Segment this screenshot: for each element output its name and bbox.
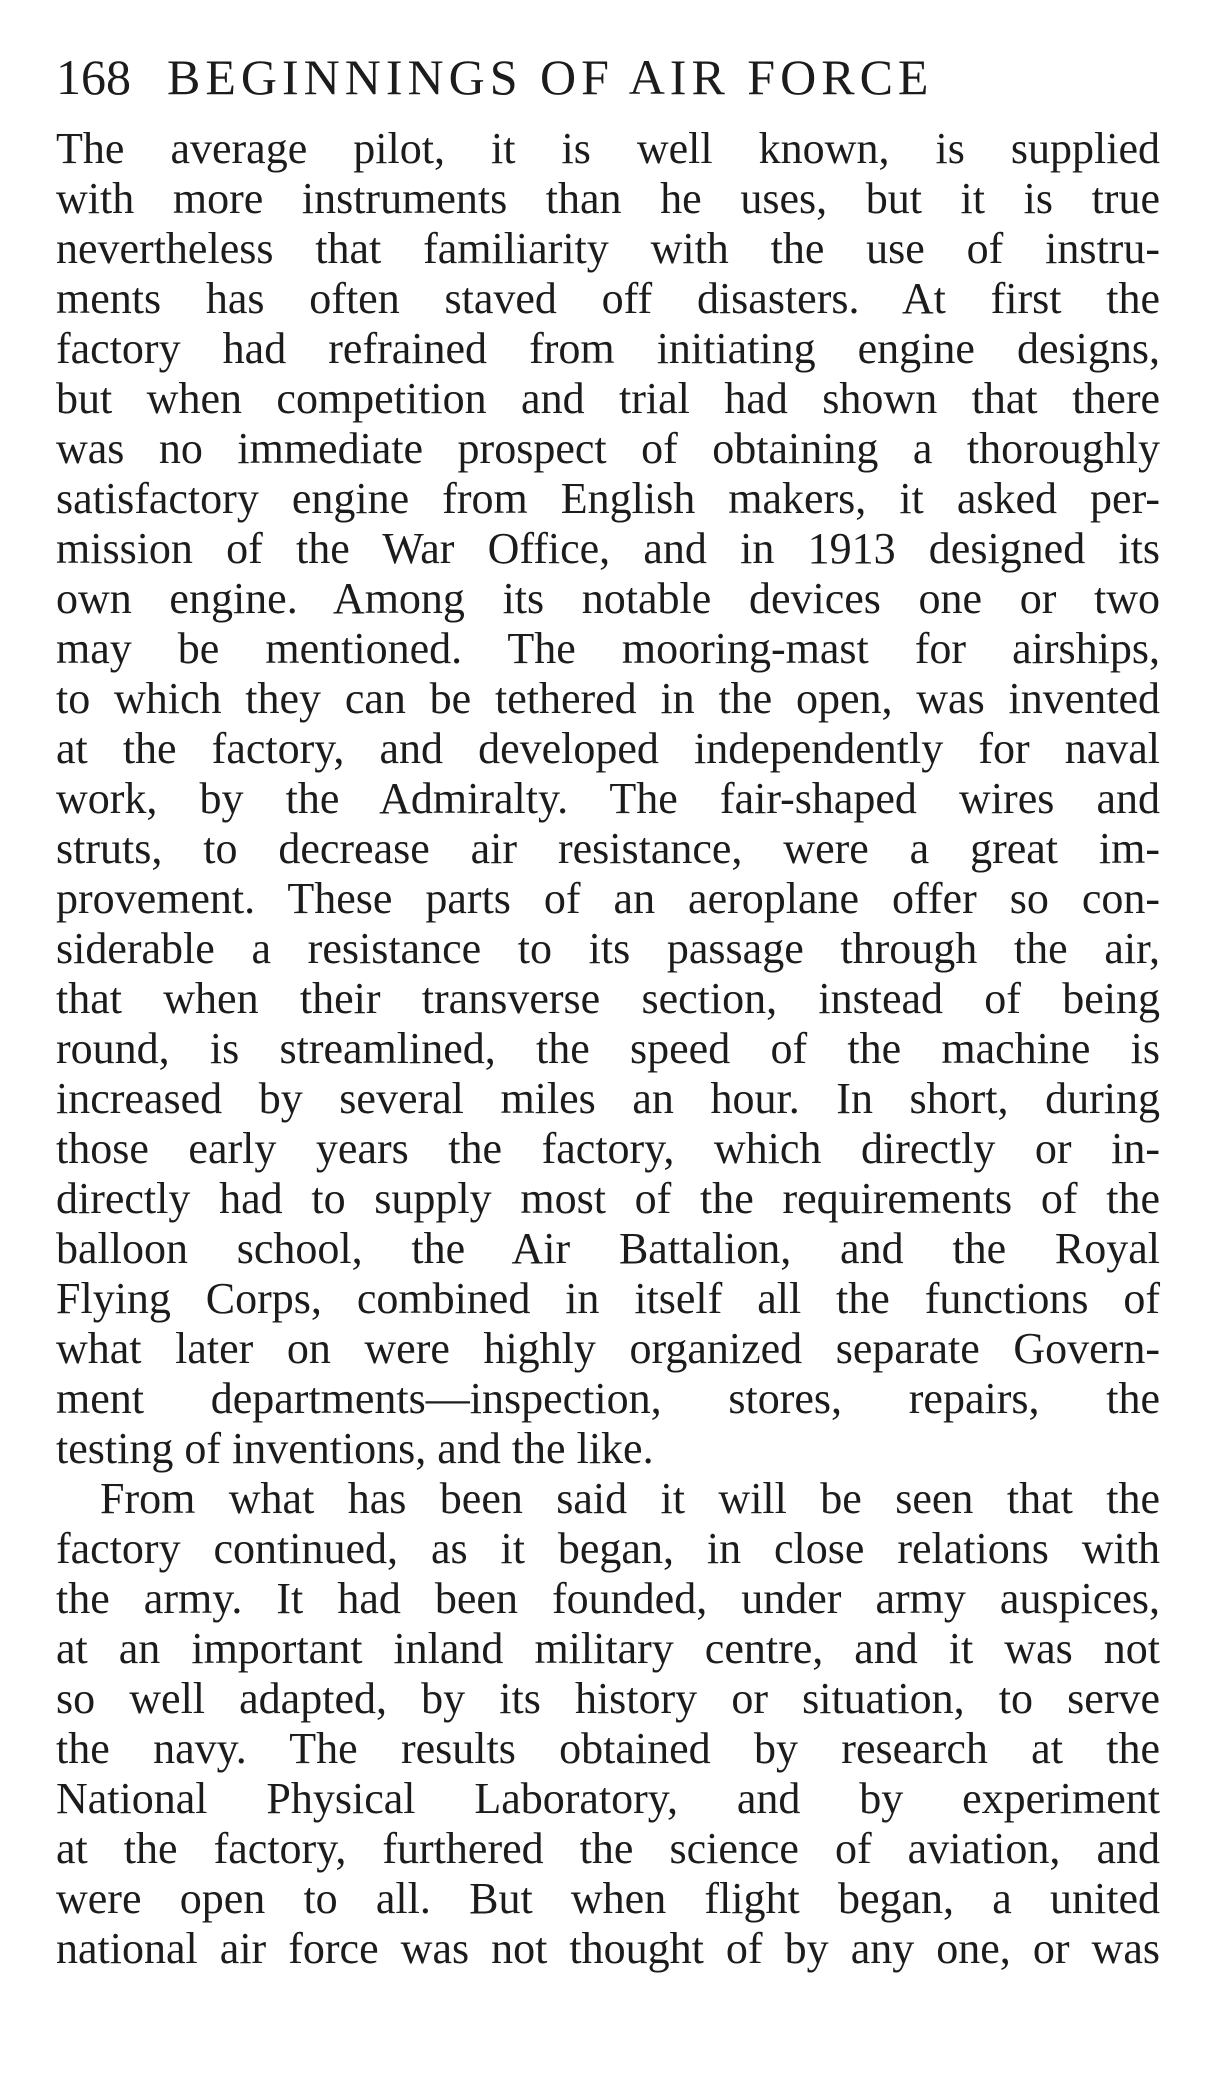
text-line: what later on were highly organized separate Govern- (56, 1324, 1160, 1373)
text-line: so well adapted, by its history or situation, to serve (56, 1674, 1160, 1723)
text-line: those early years the factory, which directly or in- (56, 1124, 1160, 1173)
text-line: increased by several miles an hour. In short, during (56, 1074, 1160, 1123)
text-line: at the factory, furthered the science of aviation, and (56, 1824, 1160, 1873)
text-line: but when competition and trial had shown that there (56, 374, 1160, 423)
paragraph-1 (56, 124, 1160, 1474)
text-line: factory had refrained from initiating engine designs, (56, 324, 1160, 373)
text-line: Flying Corps, combined in itself all the functions of (56, 1274, 1160, 1323)
paragraph-2 (56, 1474, 1160, 1974)
text-line: ments has often staved off disasters. At first the (56, 274, 1160, 323)
text-line: balloon school, the Air Battalion, and the Royal (56, 1224, 1160, 1273)
text-line: round, is streamlined, the speed of the machine is (56, 1024, 1160, 1073)
text-line: the navy. The results obtained by research at the (56, 1724, 1160, 1773)
text-line: were open to all. But when flight began, a united (56, 1874, 1160, 1923)
text-line: the army. It had been founded, under army auspices, (56, 1574, 1160, 1623)
text-line: may be mentioned. The mooring-mast for airships, (56, 624, 1160, 673)
text-line: From what has been said it will be seen that the (100, 1474, 1160, 1523)
text-line: directly had to supply most of the requirements of the (56, 1174, 1160, 1223)
book-page (56, 49, 1160, 1974)
text-line: was no immediate prospect of obtaining a thoroughly (56, 424, 1160, 473)
text-line: at an important inland military centre, and it was not (56, 1624, 1160, 1673)
text-line: ment departments—inspection, stores, repairs, the (56, 1374, 1160, 1423)
text-line: with more instruments than he uses, but it is true (56, 174, 1160, 223)
text-line: work, by the Admiralty. The fair-shaped wires and (56, 774, 1160, 823)
running-head (56, 49, 1160, 105)
text-line: mission of the War Office, and in 1913 designed its (56, 524, 1160, 573)
running-head-title: BEGINNINGS OF AIR FORCE (167, 49, 934, 105)
text-line: satisfactory engine from English makers, it asked per- (56, 474, 1160, 523)
text-line: that when their transverse section, instead of being (56, 974, 1160, 1023)
text-line: own engine. Among its notable devices one or two (56, 574, 1160, 623)
page-number: 168 (56, 49, 131, 105)
body-text (56, 124, 1160, 1974)
text-line: factory continued, as it began, in close relations with (56, 1524, 1160, 1573)
text-line: nevertheless that familiarity with the use of instru- (56, 224, 1160, 273)
text-line: at the factory, and developed independently for naval (56, 724, 1160, 773)
text-line: The average pilot, it is well known, is supplied (56, 124, 1160, 173)
text-line: testing of inventions, and the like. (56, 1424, 654, 1473)
text-line: to which they can be tethered in the open, was invented (56, 674, 1160, 723)
text-line: National Physical Laboratory, and by experiment (56, 1774, 1160, 1823)
text-line: siderable a resistance to its passage through the air, (56, 924, 1160, 973)
text-line: provement. These parts of an aeroplane offer so con- (56, 874, 1160, 923)
text-line: national air force was not thought of by any one, or was (56, 1924, 1160, 1973)
text-line: struts, to decrease air resistance, were a great im- (56, 824, 1160, 873)
